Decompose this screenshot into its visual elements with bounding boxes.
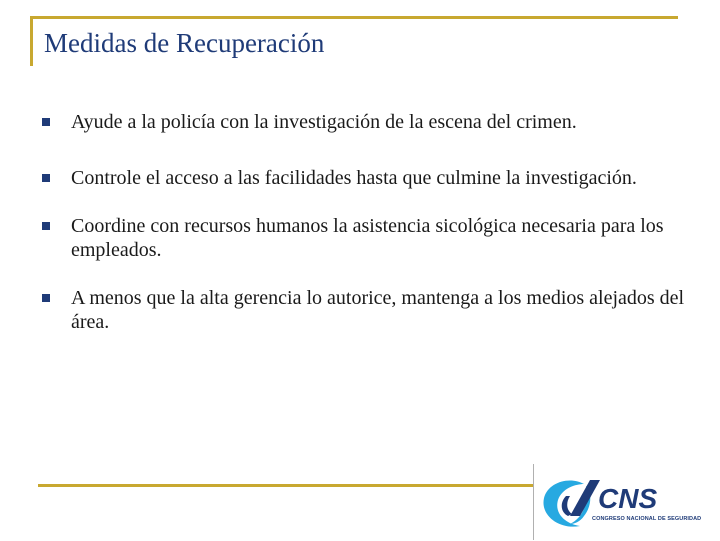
title-frame-left-line bbox=[30, 16, 33, 66]
square-bullet-icon bbox=[42, 174, 50, 182]
bullet-text: Controle el acceso a las facilidades hasta que culmine la investigación. bbox=[71, 167, 637, 189]
title-frame-top-line bbox=[30, 16, 678, 19]
logo-caption: CONGRESO NACIONAL DE SEGURIDAD bbox=[592, 516, 702, 522]
cns-logo-mark bbox=[540, 466, 718, 536]
square-bullet-icon bbox=[42, 222, 50, 230]
bullet-item bbox=[40, 110, 690, 134]
slide-title: Medidas de Recuperación bbox=[44, 28, 325, 58]
bullet-text: A menos que la alta gerencia lo autorice, mantenga a los medios alejados del área. bbox=[71, 287, 685, 333]
footer-accent-line bbox=[38, 484, 534, 487]
bullet-text: Coordine con recursos humanos la asistencia sicológica necesaria para los empleados. bbox=[71, 215, 664, 261]
logo-wordmark: CNS bbox=[598, 483, 658, 514]
square-bullet-icon bbox=[42, 294, 50, 302]
bullet-item bbox=[40, 214, 690, 262]
square-bullet-icon bbox=[42, 118, 50, 126]
cns-logo bbox=[540, 466, 718, 536]
bullet-list bbox=[40, 110, 690, 358]
bullet-text: Ayude a la policía con la investigación de la escena del crimen. bbox=[71, 111, 577, 133]
bullet-item bbox=[40, 286, 690, 334]
footer-divider bbox=[533, 464, 534, 540]
bullet-item bbox=[40, 166, 690, 190]
